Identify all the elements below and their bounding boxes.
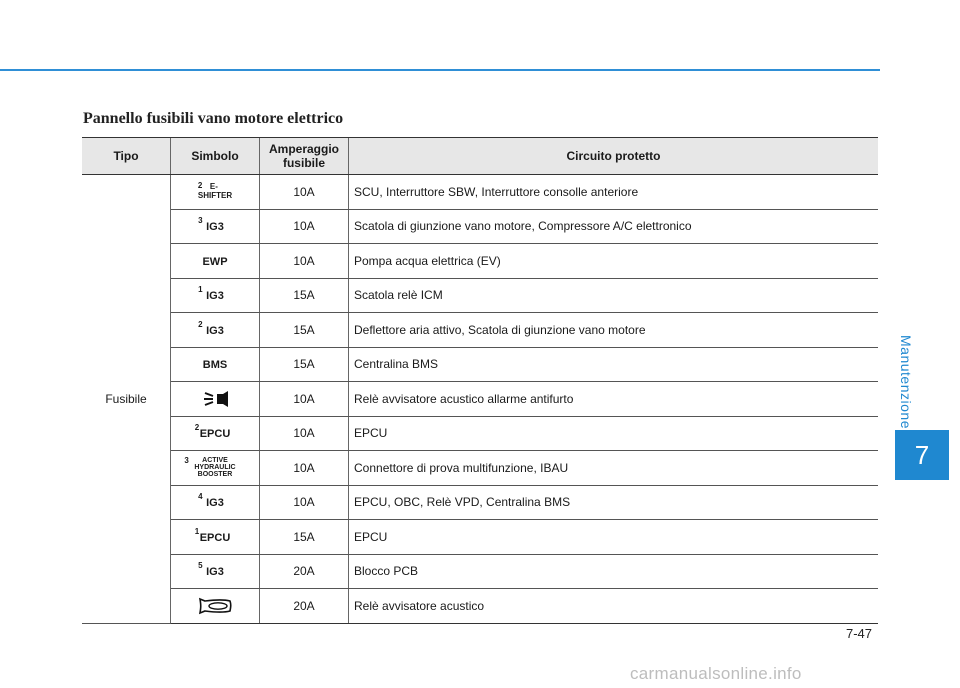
header-simbolo: Simbolo	[171, 138, 260, 175]
chapter-number: 7	[914, 439, 930, 470]
symbol-cell	[171, 451, 260, 486]
header-amperaggio	[260, 138, 349, 175]
table-row	[82, 244, 878, 279]
amperage-cell: 10A	[260, 416, 349, 451]
amperage-cell: 15A	[260, 520, 349, 555]
circuit-cell: EPCU, OBC, Relè VPD, Centralina BMS	[349, 485, 879, 520]
ewp-symbol: EWP	[202, 255, 228, 268]
amperage-cell: 10A	[260, 382, 349, 417]
circuit-cell: Deflettore aria attivo, Scatola di giunzione vano motore	[349, 313, 879, 348]
section-title: Pannello fusibili vano motore elettrico	[83, 110, 344, 127]
table-row	[82, 416, 878, 451]
table-header-row	[82, 138, 878, 175]
symbol-cell	[171, 347, 260, 382]
watermark: carmanualsonline.info	[630, 664, 802, 683]
symbol-cell	[171, 209, 260, 244]
ig3-symbol: 4 IG3	[198, 492, 224, 510]
amperage-cell: 10A	[260, 451, 349, 486]
circuit-cell: EPCU	[349, 520, 879, 555]
table-row	[82, 313, 878, 348]
header-amperaggio-line1: Amperaggio	[268, 142, 339, 156]
amperage-cell: 15A	[260, 347, 349, 382]
table-row	[82, 589, 878, 624]
table-row	[82, 520, 878, 555]
symbol-cell	[171, 554, 260, 589]
header-circuito: Circuito protetto	[349, 138, 879, 175]
table-row	[82, 554, 878, 589]
circuit-cell: Relè avvisatore acustico	[349, 589, 879, 624]
amperage-cell: 10A	[260, 244, 349, 279]
table-row	[82, 209, 878, 244]
symbol-cell	[171, 382, 260, 417]
active-hydraulic-booster-symbol: 3 ACTIVE HYDRAULIC BOOSTER	[184, 455, 236, 478]
amperage-cell: 15A	[260, 278, 349, 313]
symbol-cell	[171, 175, 260, 210]
circuit-cell: Blocco PCB	[349, 554, 879, 589]
table-row	[82, 175, 878, 210]
table-row	[82, 485, 878, 520]
circuit-cell: Connettore di prova multifunzione, IBAU	[349, 451, 879, 486]
symbol-cell	[171, 313, 260, 348]
circuit-cell: Scatola relè ICM	[349, 278, 879, 313]
amperage-cell: 10A	[260, 485, 349, 520]
circuit-cell: Centralina BMS	[349, 347, 879, 382]
epcu-symbol: 2 EPCU	[194, 423, 231, 441]
e-shifter-symbol: 2 E- SHIFTER	[197, 181, 233, 201]
symbol-cell	[171, 520, 260, 555]
symbol-cell	[171, 485, 260, 520]
symbol-cell	[171, 416, 260, 451]
chapter-number-badge	[895, 430, 949, 480]
circuit-cell: SCU, Interruttore SBW, Interruttore consolle anteriore	[349, 175, 879, 210]
circuit-cell: Relè avvisatore acustico allarme antifurto	[349, 382, 879, 417]
symbol-cell	[171, 244, 260, 279]
amperage-cell: 20A	[260, 589, 349, 624]
amperage-cell: 20A	[260, 554, 349, 589]
ig3-symbol: 1 IG3	[198, 285, 224, 303]
horn-icon	[197, 595, 233, 617]
circuit-cell: EPCU	[349, 416, 879, 451]
header-amperaggio-line2: fusibile	[282, 156, 325, 170]
ig3-symbol: 5 IG3	[198, 561, 224, 579]
symbol-cell	[171, 589, 260, 624]
circuit-cell: Scatola di giunzione vano motore, Compressore A/C elettronico	[349, 209, 879, 244]
amperage-cell: 10A	[260, 175, 349, 210]
alarm-horn-icon	[200, 389, 230, 409]
header-tipo: Tipo	[82, 138, 171, 175]
amperage-cell: 10A	[260, 209, 349, 244]
top-rule	[0, 69, 880, 71]
fuse-table	[82, 137, 878, 624]
circuit-cell: Pompa acqua elettrica (EV)	[349, 244, 879, 279]
ig3-symbol: 2 IG3	[198, 319, 224, 337]
table-row	[82, 451, 878, 486]
epcu-symbol: 1 EPCU	[194, 526, 231, 544]
amperage-cell: 15A	[260, 313, 349, 348]
symbol-cell	[171, 278, 260, 313]
page-number: 7-47	[846, 626, 873, 641]
table-row	[82, 382, 878, 417]
tipo-cell: Fusibile	[82, 175, 171, 624]
table-row	[82, 347, 878, 382]
table-row	[82, 278, 878, 313]
chapter-title: Manutenzione	[898, 335, 914, 429]
bms-symbol: BMS	[202, 359, 228, 372]
ig3-symbol: 3 IG3	[198, 216, 224, 234]
